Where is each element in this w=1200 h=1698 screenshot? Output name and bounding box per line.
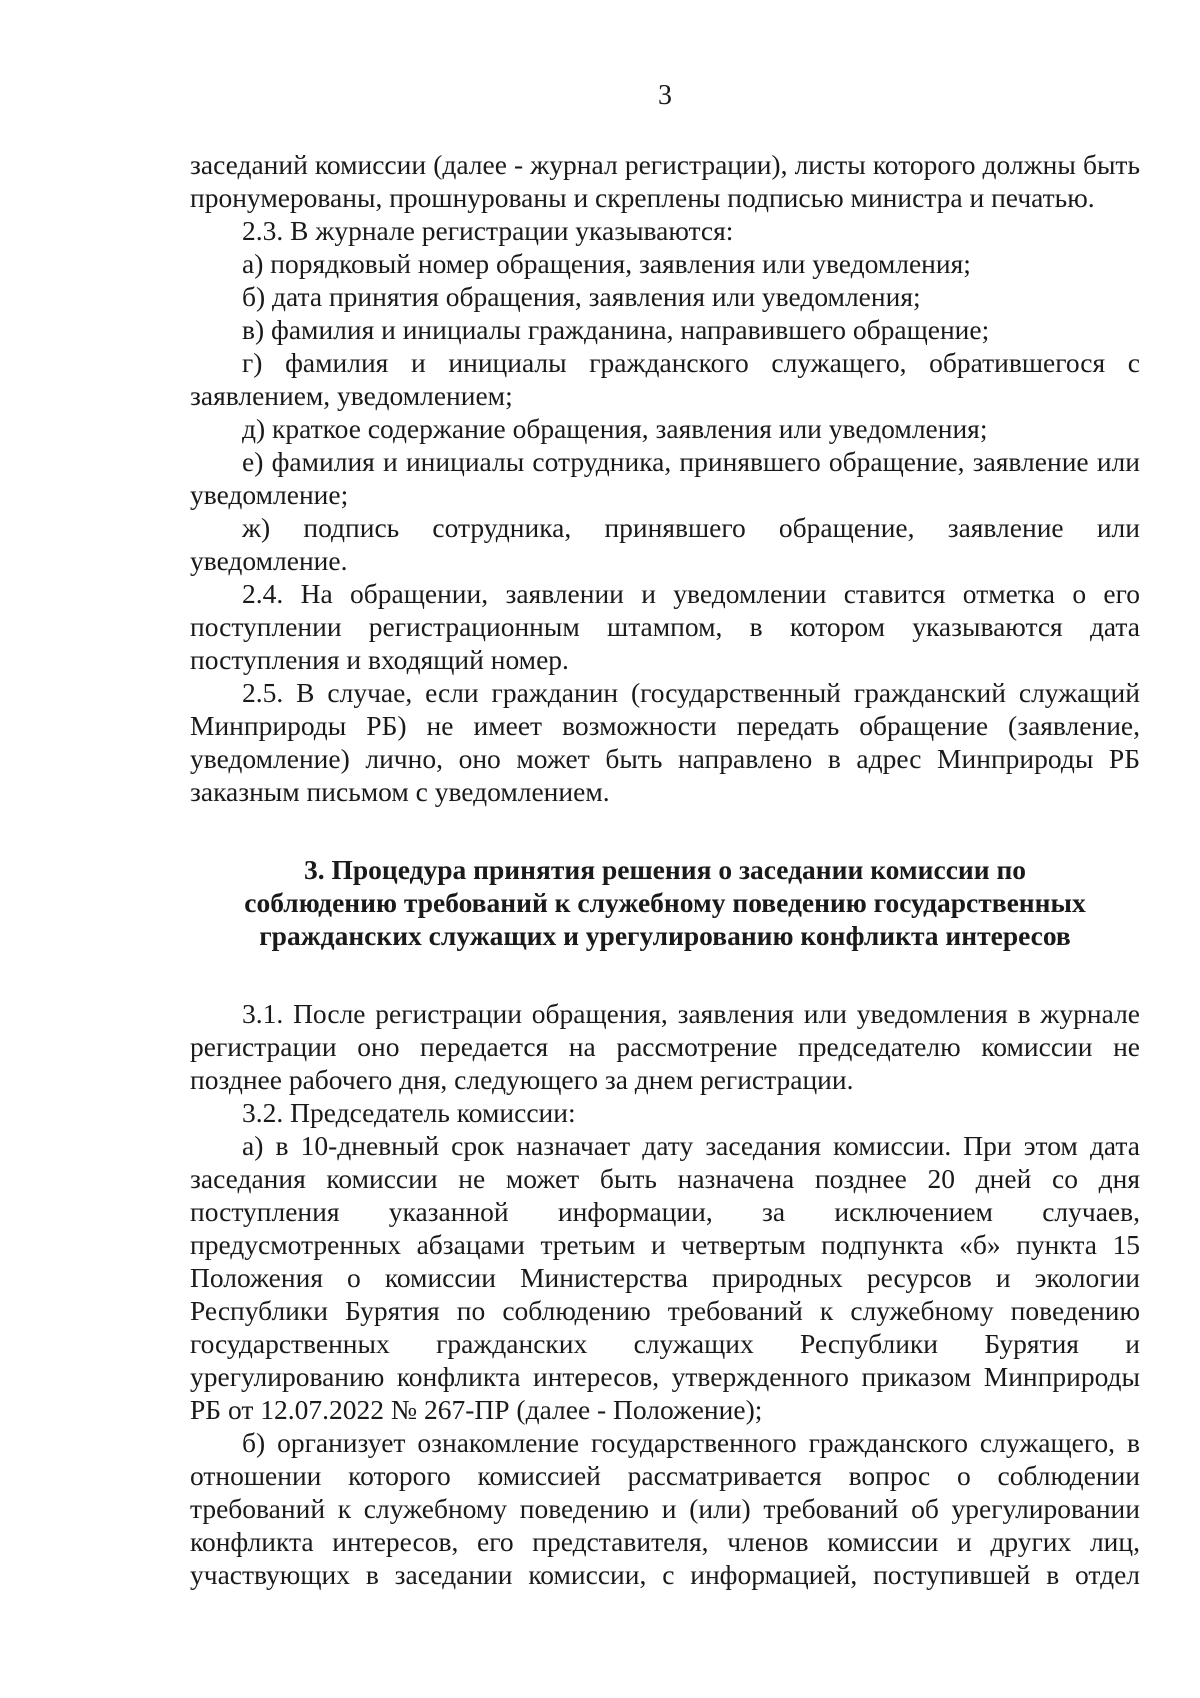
list-item-b: б) дата принятия обращения, заявления или уведомления; (242, 281, 921, 312)
section-3-heading-line: 3. Процедура принятия решения о заседании комиссии по (303, 854, 1027, 885)
list-item-a: а) порядковый номер обращения, заявления или уведомления; (242, 248, 971, 279)
list-item-d: д) краткое содержание обращения, заявления или уведомления; (242, 413, 988, 444)
section-3-heading-line: гражданских служащих и урегулированию конфликта интересов (259, 920, 1071, 951)
list-item-g: г) фамилия и инициалы гражданского служащего, обратившегося с заявлением, уведомлением; (190, 347, 1140, 411)
paragraph-continuation: заседаний комиссии (далее - журнал регистрации), листы которого должны быть пронумерованы, прошнурованы и скреплены подписью министра и печатью. (190, 149, 1140, 213)
section-3-heading-line: соблюдению требований к служебному поведению государственных (244, 887, 1086, 918)
list-item-v: в) фамилия и инициалы гражданина, направившего обращение; (242, 314, 990, 345)
paragraph-2-3: 2.3. В журнале регистрации указываются: (242, 215, 734, 246)
page-number: 3 (658, 80, 672, 111)
paragraph-3-2: 3.2. Председатель комиссии: (242, 1097, 576, 1128)
paragraph-2-5: 2.5. В случае, если гражданин (государственный гражданский служащий Минприроды РБ) не имеет возможности передать обращение (заявление, уведомление) лично, оно может быть направлено в адрес Минприроды РБ заказным письмом с уведомлением. (190, 677, 1140, 807)
list-item-3-2-a: а) в 10-дневный срок назначает дату заседания комиссии. При этом дата заседания комиссии не может быть назначена позднее 20 дней со дня поступления указанной информации, за исключением случаев, предусмотренных абзацами третьим и четвертым подпункта «б» пункта 15 Положения о комиссии Министерства природных ресурсов и экологии Республики Бурятия по соблюдению требований к служебному поведению государственных гражданских служащих Республики Бурятия и урегулированию конфликта интересов, утвержденного приказом Минприроды РБ от 12.07.2022 № 267-ПР (далее - Положение); (190, 1130, 1140, 1425)
paragraph-3-1: 3.1. После регистрации обращения, заявления или уведомления в журнале регистрации оно передается на рассмотрение председателю комиссии не позднее рабочего дня, следующего за днем регистрации. (190, 998, 1140, 1095)
list-item-3-2-b: б) организует ознакомление государственного гражданского служащего, в отношении которого комиссией рассматривается вопрос о соблюдении требований к служебному поведению и (или) требований об урегулировании конфликта интересов, его представителя, членов комиссии и других лиц, участвующих в заседании комиссии, с информацией, поступившей в отдел (190, 1427, 1140, 1590)
paragraph-2-4: 2.4. На обращении, заявлении и уведомлении ставится отметка о его поступлении регистрационным штампом, в котором указываются дата поступления и входящий номер. (190, 578, 1140, 675)
document-page (190, 78, 1140, 1591)
list-item-zh: ж) подпись сотрудника, принявшего обращение, заявление или уведомление. (190, 512, 1140, 576)
section-3-heading (190, 853, 1140, 952)
list-item-e: е) фамилия и инициалы сотрудника, принявшего обращение, заявление или уведомление; (190, 446, 1140, 510)
